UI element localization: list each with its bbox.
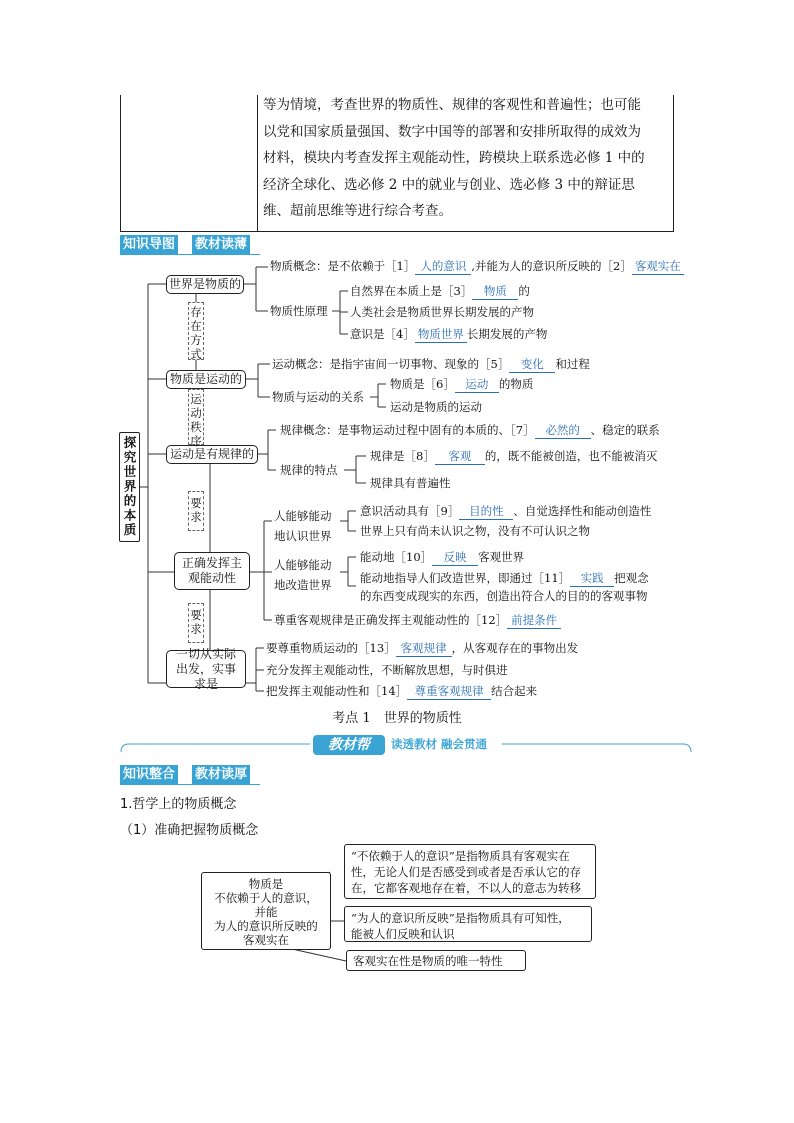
text: 客观世界 bbox=[478, 550, 525, 564]
note-unique-feature: 客观实在性是物质的唯一特性 bbox=[346, 950, 526, 971]
branch-seek-truth: 一切从实际出发，实事求是 bbox=[166, 650, 246, 688]
text: 物质是［6］ bbox=[390, 377, 455, 391]
text: 意识是［4］ bbox=[350, 327, 415, 341]
section-tag-jiaocaiduhou: 教材读厚 bbox=[192, 765, 250, 784]
node-change-world: 人能够能动地改造世界 bbox=[274, 558, 332, 592]
intro-line: 等为情境，考查世界的物质性、规律的客观性和普遍性；也可能 bbox=[263, 97, 641, 113]
intro-line: 经济全球化、选必修 2 中的就业与创业、选必修 3 中的辩证思 bbox=[263, 176, 635, 193]
text: 规律是［8］ bbox=[370, 449, 435, 463]
intro-line: 维、超前思维等进行综合考查。 bbox=[263, 203, 452, 219]
label-existence-mode: 存在方式 bbox=[188, 302, 204, 360]
section-tag-zhishizhenghe: 知识整合 bbox=[120, 765, 178, 784]
text: 的物质 bbox=[498, 377, 534, 391]
node-know-world: 人能够能动地认识世界 bbox=[274, 509, 332, 543]
answer-13: 客观规律 bbox=[396, 641, 452, 657]
answer-2: 客观实在 bbox=[632, 259, 684, 275]
answer-10: 反映 bbox=[432, 550, 478, 566]
note-line: 能被人们反映和认识 bbox=[351, 927, 455, 941]
answer-8: 客观 bbox=[435, 449, 485, 465]
text: 和过程 bbox=[555, 357, 590, 371]
center-line: 客观实在 bbox=[243, 933, 289, 947]
answer-5: 变化 bbox=[509, 357, 555, 373]
node-motion-is-material: 运动是物质的运动 bbox=[390, 400, 482, 414]
node-law-universal: 规律具有普遍性 bbox=[370, 476, 451, 490]
text: ,并能为人的意识所反映的［2］ bbox=[471, 259, 632, 273]
node-guide-practice-2: 的东西变成现实的东西，创造出符合人的目的的客观事物 bbox=[360, 589, 648, 603]
label-requirement-2: 要求 bbox=[188, 603, 204, 643]
label-requirement-1: 要求 bbox=[188, 491, 204, 531]
banner-subtitle: 读透教材 融会贯通 bbox=[391, 737, 488, 751]
section-tag-zhishidaotu: 知识导图 bbox=[120, 235, 178, 254]
answer-14: 尊重客观规律 bbox=[407, 684, 491, 700]
answer-4: 物质世界 bbox=[415, 327, 467, 343]
text: 要尊重物质运动的［13］ bbox=[266, 641, 396, 655]
node-materiality-principle: 物质性原理 bbox=[270, 304, 328, 318]
node-society-product: 人类社会是物质世界长期发展的产物 bbox=[350, 305, 534, 319]
branch-motion-has-laws: 运动是有规律的 bbox=[166, 445, 258, 464]
mindmap-root: 探究世界的本质 bbox=[119, 432, 140, 542]
intro-line: 以党和国家质量强国、数字中国等的部署和安排所取得的成效为 bbox=[263, 123, 641, 140]
answer-12: 前提条件 bbox=[507, 613, 561, 629]
section-tag-jiaocaidubo: 教材读薄 bbox=[192, 235, 250, 254]
text: 尊重客观规律是正确发挥主观能动性的［12］ bbox=[274, 613, 508, 627]
center-line: 不依赖于人的意识， bbox=[214, 891, 318, 905]
text: 能动地［10］ bbox=[360, 550, 433, 564]
center-line: 并能 bbox=[254, 905, 278, 919]
answer-9: 目的性 bbox=[459, 504, 513, 520]
label-motion-order: 运动秩序 bbox=[188, 389, 204, 445]
branch-matter-moves: 物质是运动的 bbox=[166, 370, 246, 389]
text: 、稳定的联系 bbox=[590, 423, 660, 437]
note-objective-reality bbox=[344, 844, 596, 899]
note-line: 在，它都客观地存在着，不以人的意志为转移 bbox=[351, 881, 581, 895]
intro-line: 材料，模块内考查发挥主观能动性，跨模块上联系选必修 1 中的 bbox=[263, 150, 645, 166]
center-line: 物质是 bbox=[248, 877, 284, 891]
text: 意识活动具有［9］ bbox=[360, 504, 460, 518]
answer-3: 物质 bbox=[472, 284, 518, 300]
concept-center-box bbox=[201, 872, 331, 950]
answer-7: 必然的 bbox=[535, 423, 591, 439]
text: 自然界在本质上是［3］ bbox=[350, 284, 473, 298]
text: 的 bbox=[518, 284, 530, 298]
node-knowable: 世界上只有尚未认识之物，没有不可认识之物 bbox=[360, 524, 590, 538]
node-emancipate-mind: 充分发挥主观能动性，不断解放思想，与时俱进 bbox=[266, 663, 508, 677]
text: 运动概念：是指宇宙间一切事物、现象的［5］ bbox=[272, 357, 510, 371]
note-line: “不依赖于人的意识”是指物质具有客观实在 bbox=[351, 849, 570, 863]
note-line: “为人的意识所反映”是指物质具有可知性， bbox=[351, 911, 570, 925]
subheading-grasp-concept: （1）准确把握物质概念 bbox=[120, 823, 259, 838]
text: 规律概念：是事物运动过程中固有的本质的、［7］ bbox=[280, 423, 535, 437]
answer-11: 实践 bbox=[570, 571, 614, 587]
text: ，从客观存在的事物出发 bbox=[451, 641, 579, 655]
banner-title: 教材帮 bbox=[313, 735, 385, 755]
node-law-features: 规律的特点 bbox=[280, 463, 338, 477]
branch-world-is-material: 世界是物质的 bbox=[166, 275, 244, 294]
answer-1: 人的意识 bbox=[415, 259, 471, 275]
text: 把发挥主观能动性和［14］ bbox=[266, 684, 408, 698]
text: 结合起来 bbox=[491, 684, 538, 698]
text: 能动地指导人们改造世界，即通过［11］ bbox=[360, 571, 571, 585]
answer-6: 运动 bbox=[455, 377, 499, 393]
text: 把观念 bbox=[614, 571, 649, 585]
text: 的，既不能被创造，也不能被消灭 bbox=[484, 449, 658, 463]
heading-matter-concept: 1.哲学上的物质概念 bbox=[120, 797, 237, 812]
branch-subjective-initiative: 正确发挥主观能动性 bbox=[174, 552, 250, 590]
note-line: 性，无论人们是否感受到或者是否承认它的存 bbox=[351, 865, 581, 879]
center-line: 为人的意识所反映的 bbox=[214, 919, 318, 933]
text: 物质概念：是不依赖于［1］ bbox=[270, 259, 416, 273]
text: 、自觉选择性和能动创造性 bbox=[513, 504, 652, 518]
kaodian-title: 考点 1 世界的物质性 bbox=[332, 711, 462, 726]
note-knowability bbox=[344, 906, 592, 942]
node-matter-motion-relation: 物质与运动的关系 bbox=[272, 390, 364, 404]
text: 长期发展的产物 bbox=[466, 327, 548, 341]
